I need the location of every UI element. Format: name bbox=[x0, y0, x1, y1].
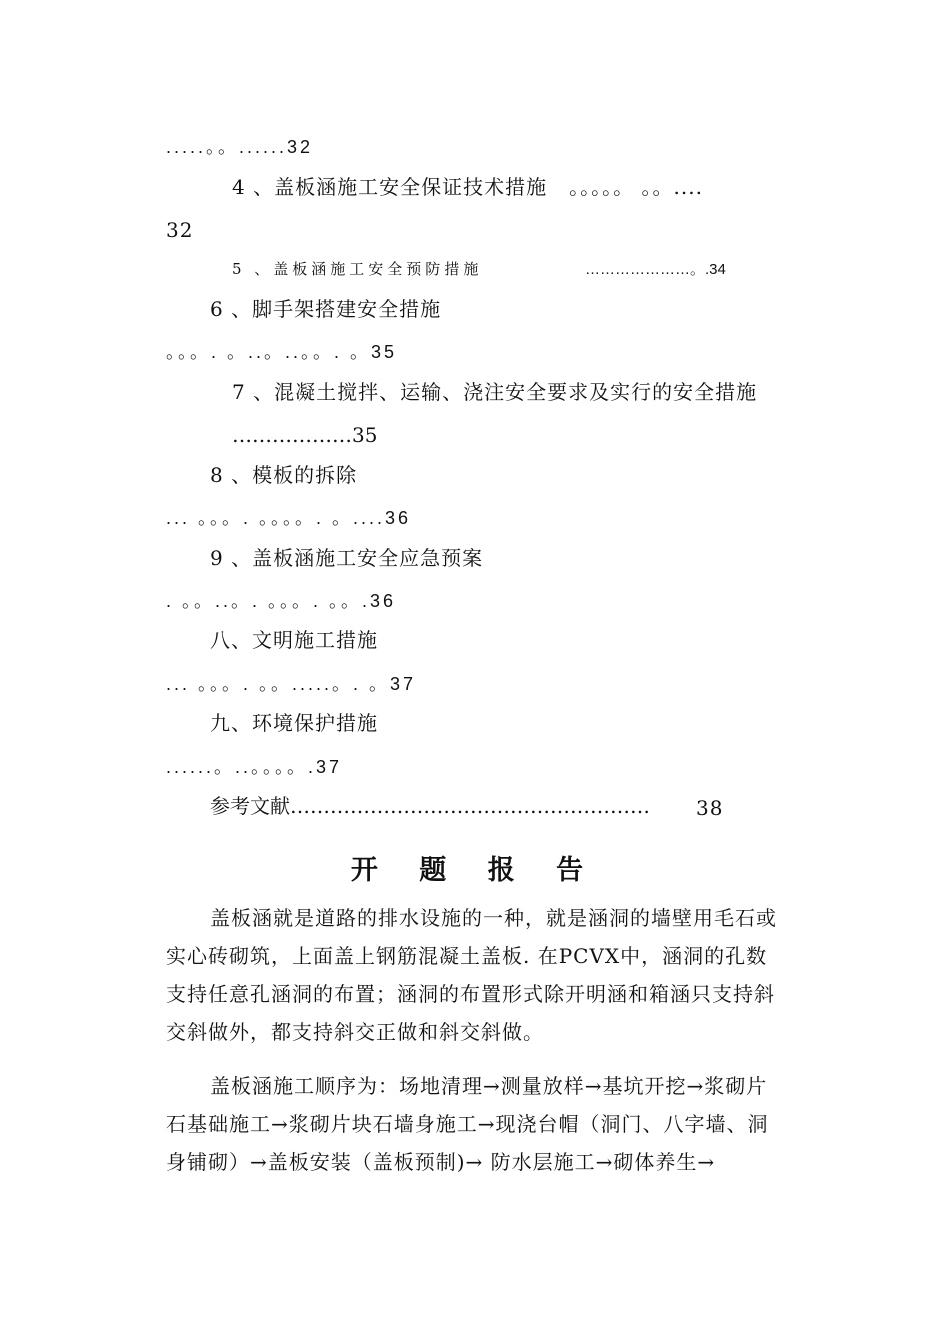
toc-leader: . 。。..。. 。。。. 。。.36 bbox=[166, 591, 397, 611]
toc-entry-4: 4 、盖板涵施工安全保证技术措施 。。。。。 。。.... bbox=[232, 175, 703, 199]
toc-entry-env: 九、环境保护措施 bbox=[210, 711, 378, 735]
toc-entry-references: 参考文献……………………………………………… bbox=[210, 794, 650, 818]
toc-entry-9: 9 、盖板涵施工安全应急预案 bbox=[210, 546, 484, 570]
toc-page-number: 32 bbox=[166, 218, 194, 242]
toc-page-number: 38 bbox=[696, 796, 724, 820]
toc-entry-civil: 八、文明施工措施 bbox=[210, 628, 378, 652]
toc-leader: 。。。. 。..。..。。. 。35 bbox=[166, 342, 398, 362]
toc-entry-5: 5 、盖板涵施工安全预防措施 bbox=[232, 260, 483, 278]
report-paragraph-2: 盖板涵施工顺序为：场地清理→测量放样→基坑开挖→浆砌片石基础施工→浆砌片块石墙身施工→现浇台帽（洞门、八字墙、洞身铺砌）→盖板安装（盖板预制)→ 防水层施工→砌体养生→ bbox=[166, 1074, 769, 1174]
toc-leader: ... 。。。. 。。。。. 。....36 bbox=[166, 508, 412, 528]
toc-leader: …………………。.34 bbox=[585, 261, 726, 278]
toc-leader: ......。..。。。。.37 bbox=[166, 757, 343, 777]
toc-entry-6: 6 、脚手架搭建安全措施 bbox=[210, 297, 442, 321]
report-paragraph-1: 盖板涵就是道路的排水设施的一种，就是涵洞的墙壁用毛石或实心砖砌筑，上面盖上钢筋混凝土盖板. 在PCVX中，涵洞的孔数支持任意孔涵洞的布置；涵洞的布置形式除开明涵和箱涵只支持斜交斜做外，都支持斜交正做和斜交斜做。 bbox=[166, 906, 777, 1044]
toc-entry-8: 8 、模板的拆除 bbox=[210, 463, 358, 487]
report-title: 开 题 报 告 bbox=[350, 855, 600, 886]
toc-leader: .....。。......32 bbox=[166, 137, 314, 157]
toc-entry-7: 7 、混凝土搅拌、运输、浇注安全要求及实行的安全措施 bbox=[232, 380, 758, 404]
toc-leader: ………………35 bbox=[232, 423, 378, 447]
toc-leader: ... 。。。. 。。.....。. 。37 bbox=[166, 674, 417, 694]
